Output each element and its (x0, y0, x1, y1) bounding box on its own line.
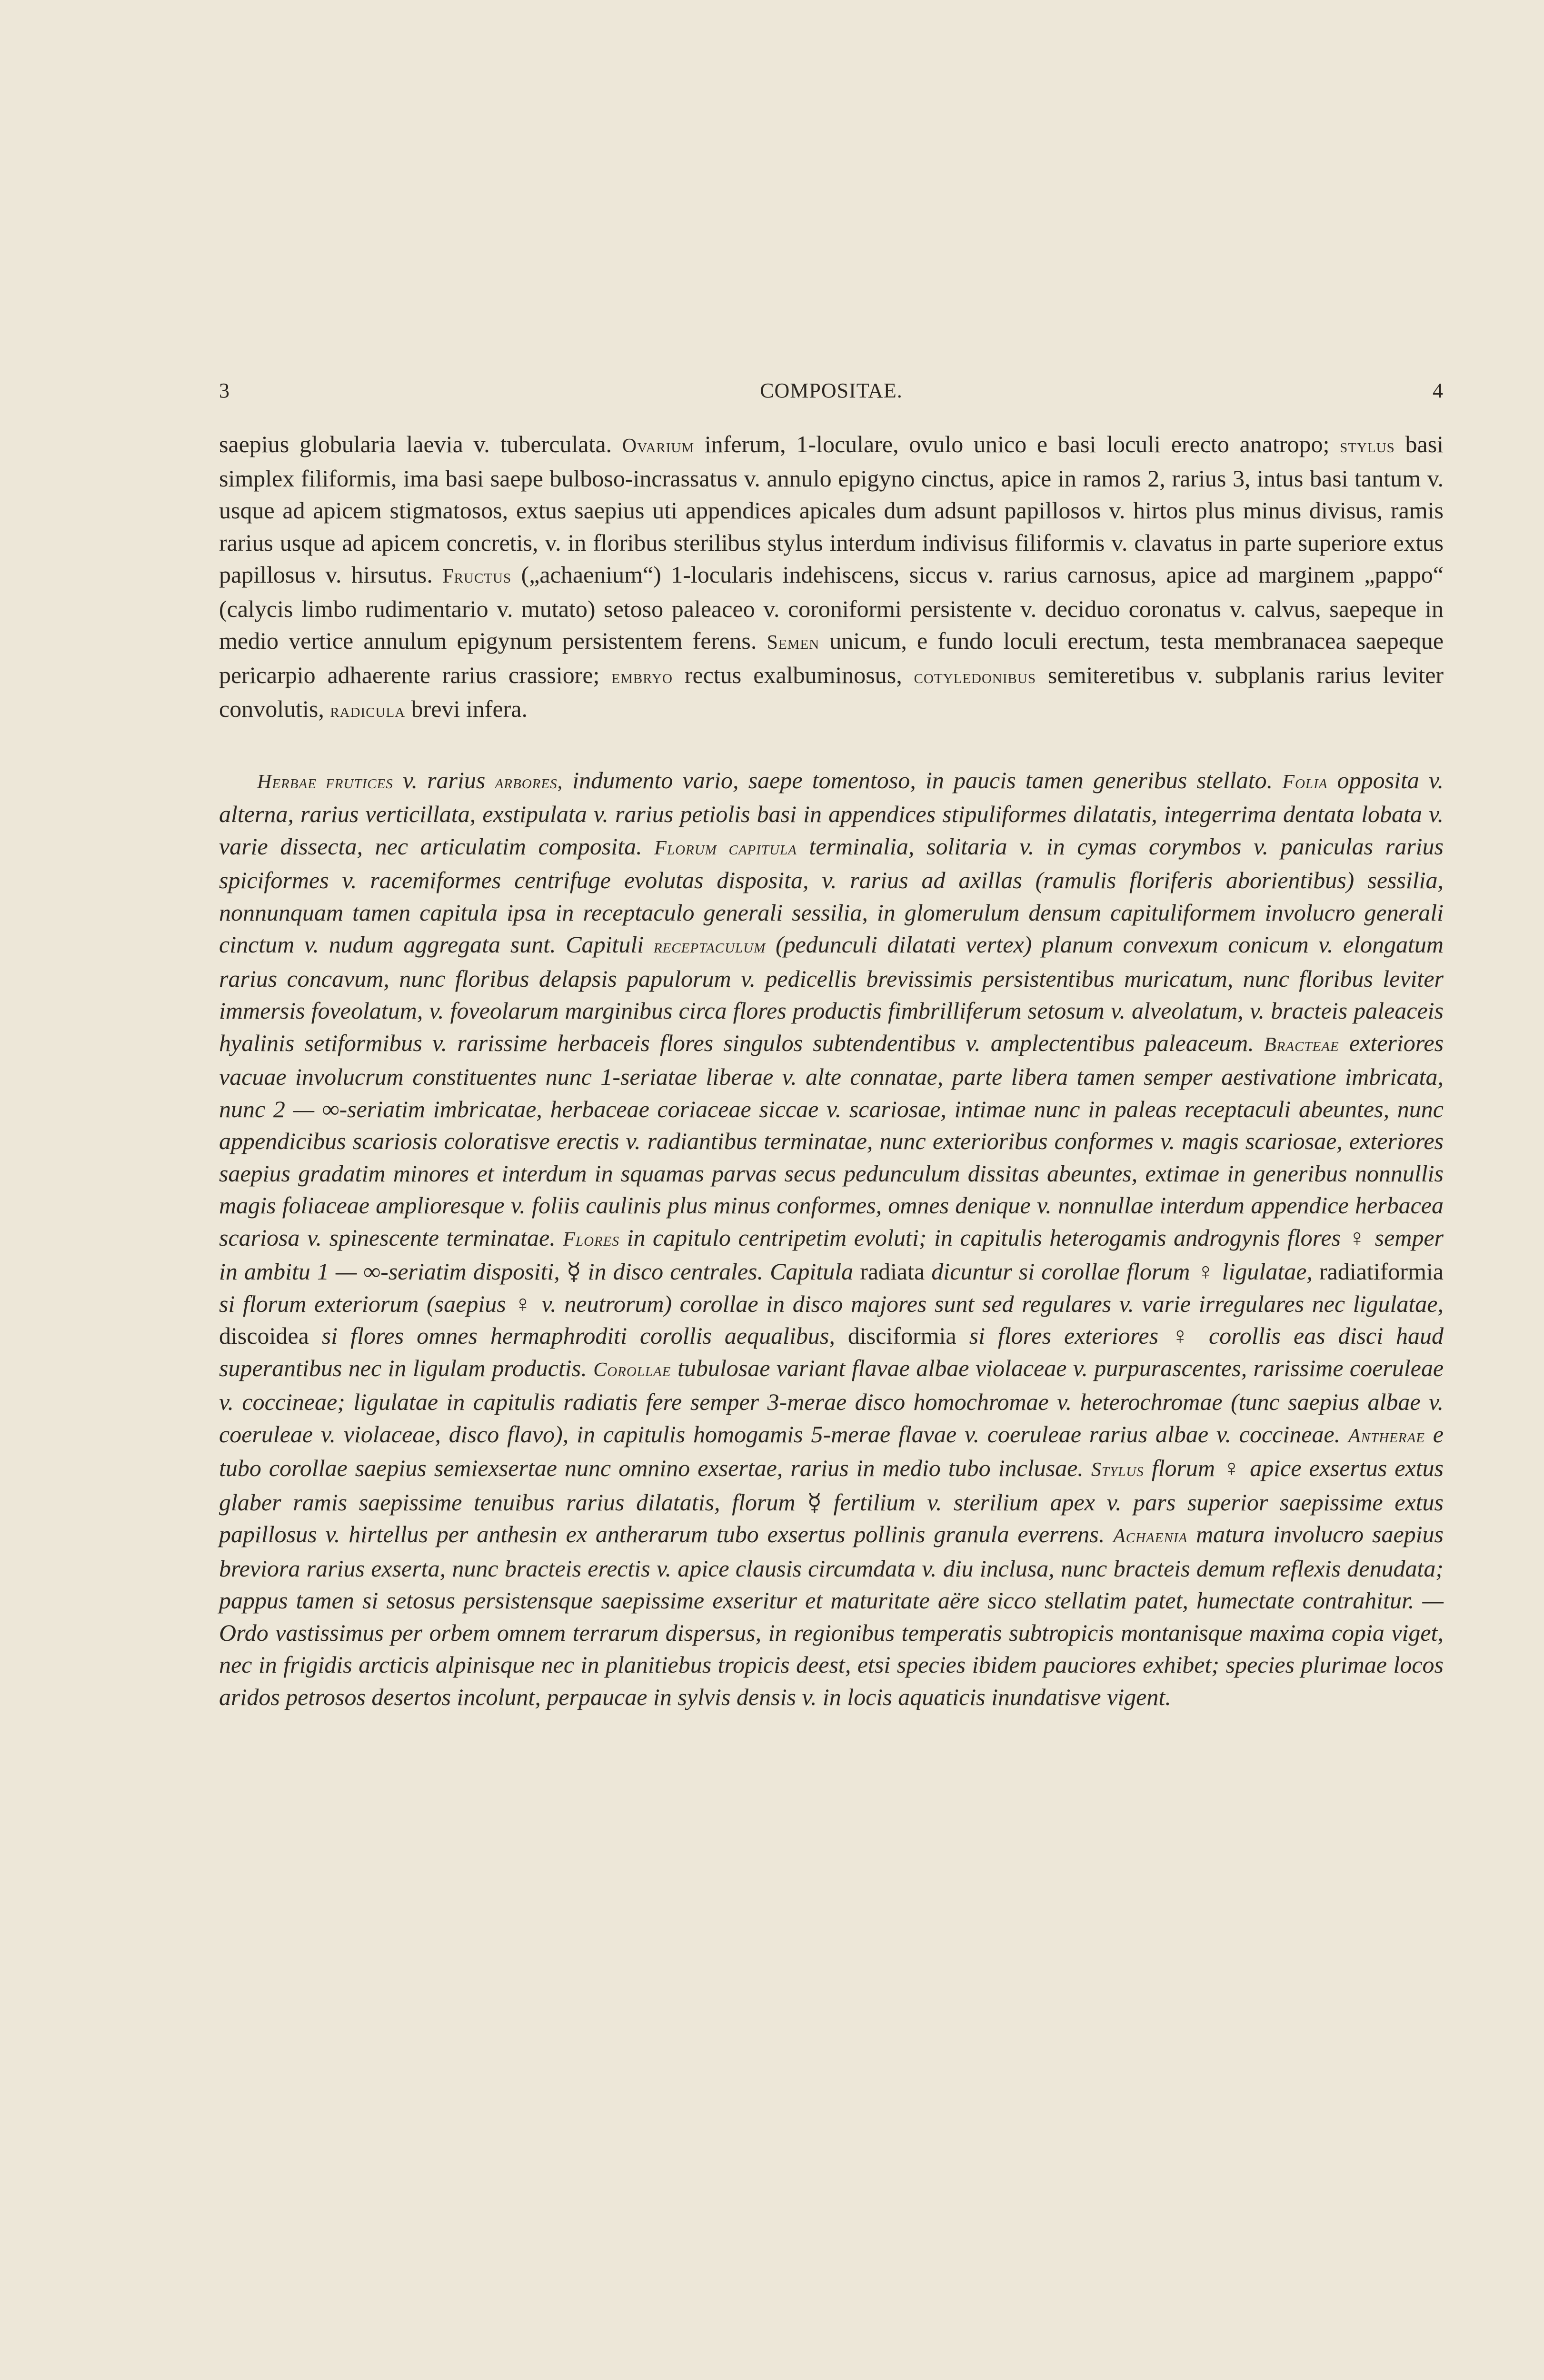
main-text (219, 428, 1444, 1713)
keyword-arbores: arbores, (495, 771, 563, 793)
text-run: dicuntur si corollae florum ♀ ligulatae, (931, 1258, 1313, 1285)
habit-paragraph (219, 764, 1444, 1714)
text-run: rectus exalbuminosus, (684, 661, 902, 688)
text-run: florum ♀ apice exsertus extus glaber ramis saepissime tenuibus rarius dilatatis, florum ☿ fertilium v. sterilium apex v. pars superior saepissime extus papillosus v. hirtellus per anthesin ex antherarum tubo exsertus pollinis granula everrens. (219, 1455, 1444, 1547)
text-run: in capitulo centripetim evoluti; in capitulis heterogamis androgynis flores ♀ semper in ambitu 1 — ∞-seriatim dispositi, ☿ in disco centrales. Capitula (219, 1224, 1444, 1285)
keyword-fructus: Fructus (442, 565, 512, 587)
text-run: unicum, e fundo loculi erectum, testa membranacea saepeque pericarpio adhaerente rarius crassiore; (219, 627, 1444, 688)
text-run: matura involucro saepius breviora rarius exserta, nunc bracteis erectis v. apice clausis circumdata v. diu inclusa, nunc bracteis demum reflexis denudata; pappus tamen si setosus persistensque saepissime exseritur et maturitate aëre sicco stellatim patet, humectate contrahitur. — Ordo vastissimus per orbem omnem terrarum dispersus, in regionibus temperatis subtropicis montanisque maxima copia viget, nec in frigidis arcticis alpinisque nec in planitiebus tropicis deest, etsi species ibidem pauciores exhibet; species plurimae locos aridos petrosos desertos incolunt, perpaucae in sylvis densis v. in locis aquaticis inundatisve vigent. (219, 1521, 1444, 1710)
term-disciformia: disciformia (847, 1322, 956, 1349)
running-header (219, 378, 1444, 416)
text-run: saepius globularia laevia v. tuberculata. (219, 431, 612, 457)
text-run: inferum, 1-loculare, ovulo unico e basi loculi erecto anatropo; (704, 431, 1330, 457)
keyword-corollae: Corollae (593, 1359, 671, 1381)
term-radiatiformia: radiatiformia (1319, 1258, 1444, 1285)
keyword-florum-capitula: Florum capitula (654, 837, 797, 859)
keyword-antherae: Antherae (1348, 1425, 1425, 1447)
left-page-number: 3 (219, 379, 230, 402)
keyword-ovarium: Ovarium (622, 435, 695, 457)
text-run: (pedunculi dilatati vertex) planum convexum conicum v. elongatum rarius concavum, nunc floribus delapsis papulorum v. pedicellis brevissimis persistentibus muricatum, nunc floribus leviter immersis foveolatum, v. foveolarum marginibus circa flores productis fimbrilliferum setosum v. alveolatum, v. bracteis paleaceis hyalinis setiformibus v. rarissime herbaceis flores singulos subtendentibus v. amplectentibus paleaceum. (219, 931, 1444, 1056)
text-run: semiteretibus v. subplanis rarius leviter convolutis, (219, 661, 1444, 722)
keyword-receptaculum: receptaculum (653, 935, 766, 957)
keyword-bracteae: Bracteae (1264, 1033, 1339, 1056)
text-run: v. rarius (402, 766, 486, 793)
page-title: COMPOSITAE. (760, 379, 903, 402)
text-run: si flores omnes hermaphroditi corollis aequalibus, (321, 1322, 835, 1349)
keyword-achaenia: Achaenia (1113, 1525, 1188, 1547)
keyword-flores: Flores (563, 1228, 619, 1250)
term-radiata: radiata (860, 1258, 925, 1285)
text-run: indumento vario, saepe tomentoso, in paucis tamen generibus stellato. (572, 766, 1273, 793)
text-run: brevi infera. (411, 695, 528, 722)
text-run: basi simplex filiformis, ima basi saepe bulboso-incrassatus v. annulo epigyno cinctus, apice in ramos 2, rarius 3, intus basi tantum v. usque ad apicem stigmatosos, extus saepius uti appendices apicales dum adsunt papillosos v. hirtos plus minus divisus, ramis rarius usque ad apicem concretis, v. in floribus sterilibus stylus interdum indivisus filiformis v. clavatus in parte superiore extus papillosus v. hirsutus. (219, 431, 1444, 588)
right-page-number: 4 (1433, 379, 1444, 402)
text-run: exteriores vacuae involucrum constituentes nunc 1-seriatae liberae v. alte connatae, parte libera tamen semper aestivatione imbricata, nunc 2 — ∞-seriatim imbricatae, herbaceae coriaceae siccae v. scariosae, intimae nunc in paleas receptaculi abeuntes, nunc appendicibus scariosis coloratisve erectis v. radiantibus terminatae, nunc exterioribus conformes v. magis scariosae, exteriores saepius gradatim minores et interdum in squamas parvas secus pedunculum dissitas abeuntes, extimae in generibus nonnullis magis foliaceae amplioresque v. foliis caulinis plus minus conformes, omnes denique v. nonnullae interdum appendice herbacea scariosa v. spinescente terminatae. (219, 1029, 1444, 1251)
text-run: terminalia, solitaria v. in cymas corymbos v. paniculas rarius spiciformes v. racemiformes centrifuge evolutas disposita, v. rarius ad axillas (ramulis floriferis aborientibus) sessilia, nonnunquam tamen capitula ipsa in receptaculo generali sessilia, in glomerulum densum capituliformem involucro generali cinctum v. nudum aggregata sunt. Capituli (219, 833, 1444, 958)
keyword-folia: Folia (1282, 771, 1328, 793)
keyword-radicula: radicula (330, 700, 406, 722)
keyword-herbae-frutices: Herbae frutices (257, 771, 393, 793)
text-run: opposita v. alterna, rarius verticillata, exstipulata v. rarius petiolis basi in appendices stipuliformes dilatatis, integerrima dentata lobata v. varie dissecta, nec articulatim composita. (219, 766, 1444, 860)
keyword-cotyledonibus: cotyledonibus (914, 665, 1036, 688)
term-discoidea: discoidea (219, 1322, 309, 1349)
text-run: e tubo corollae saepius semiexsertae nunc omnino exsertae, rarius in medio tubo inclusae. (219, 1420, 1444, 1481)
keyword-embryo: embryo (611, 665, 673, 688)
keyword-stylus: Stylus (1091, 1459, 1144, 1481)
text-run: si florum exteriorum (saepius ♀ v. neutrorum) corollae in disco majores sunt sed regulares v. varie irregulares nec ligulatae, (219, 1290, 1444, 1317)
text-run: tubulosae variant flavae albae violaceae v. purpurascentes, rarissime coeruleae v. coccineae; ligulatae in capitulis radiatis fere semper 3-merae disco homochromae v. heterochromae (tunc saepius albae v. coeruleae v. violaceae, disco flavo), in capitulis homogamis 5-merae flavae v. coeruleae rarius albae v. coccineae. (219, 1354, 1444, 1448)
keyword-stylus: stylus (1340, 435, 1395, 457)
description-paragraph (219, 428, 1444, 727)
keyword-semen: Semen (767, 632, 820, 654)
text-run: si flores exteriores ♀ corollis eas disci haud superantibus nec in ligulam productis. (219, 1322, 1444, 1381)
text-run: („achaenium“) 1-locularis indehiscens, siccus v. rarius carnosus, apice ad marginem „pappo“ (calycis limbo rudimentario v. mutato) setoso paleaceo v. coroniformi persistente v. deciduo coronatus v. calvus, saepeque in medio vertice annulum epigynum persistentem ferens. (219, 561, 1444, 654)
